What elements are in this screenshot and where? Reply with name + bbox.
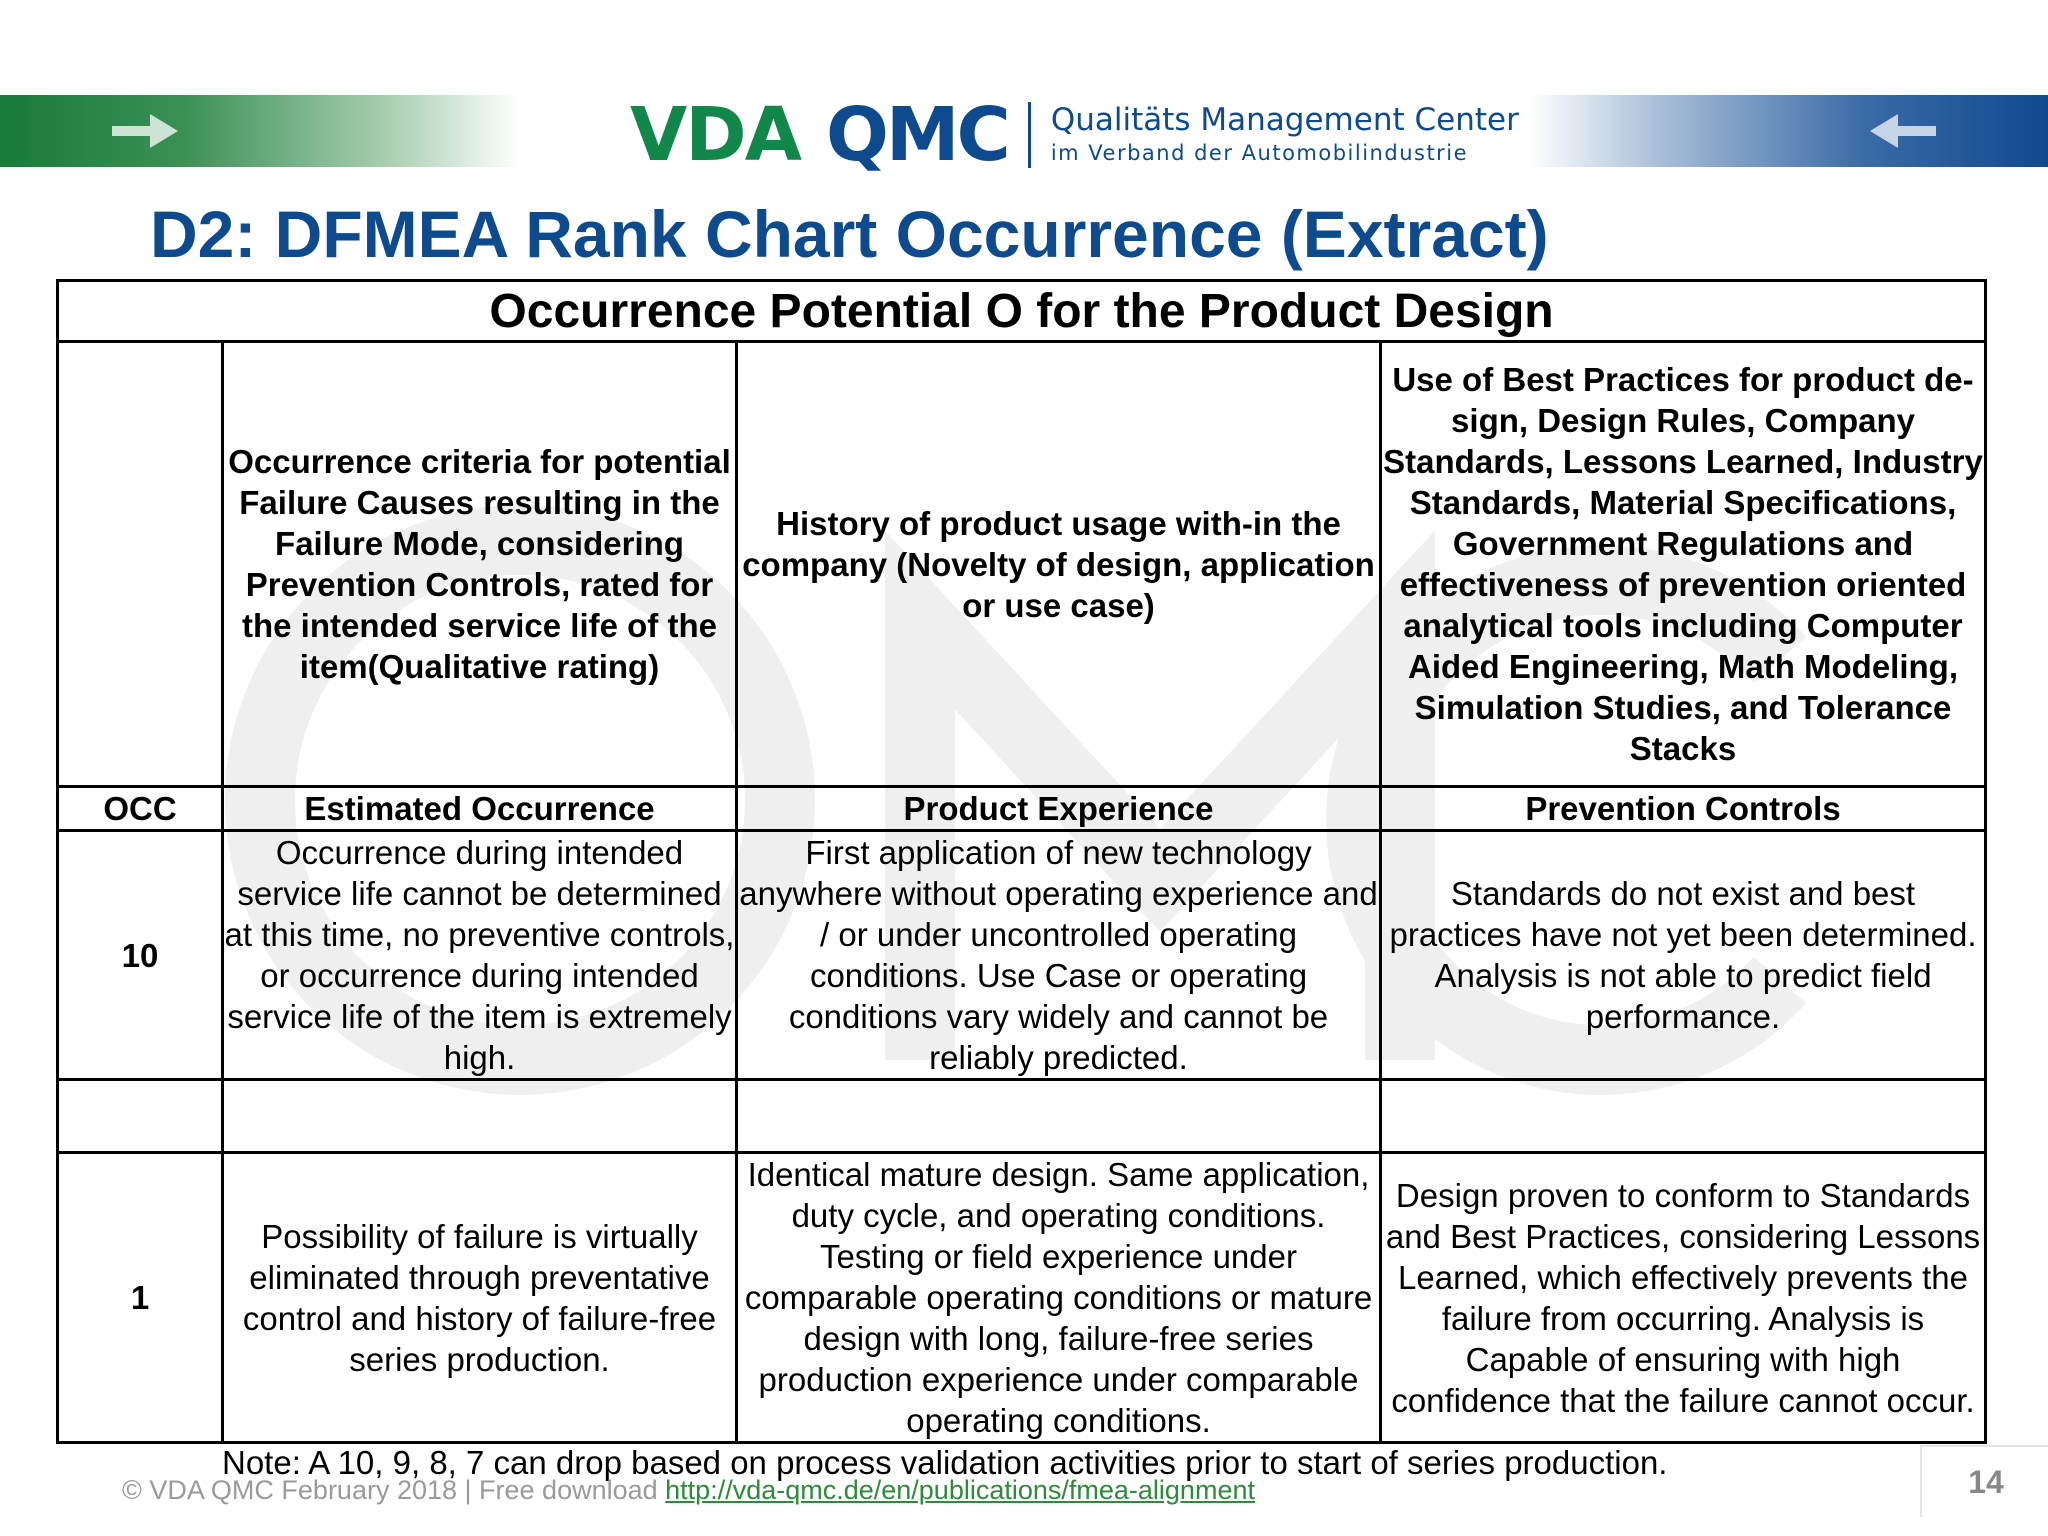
estimated-column-label: Estimated Occurrence <box>223 787 737 831</box>
product-experience-cell <box>737 1080 1381 1153</box>
header-band-left <box>0 95 520 167</box>
product-experience-cell: First application of new technology anywhere without operating experience and / or under uncontrolled operating conditions. Use Case or operating conditions vary widely and cannot be reliably predicted. <box>737 831 1381 1080</box>
occ-column-label: OCC <box>58 787 223 831</box>
page-number: 14 <box>1920 1445 2048 1517</box>
estimated-occurrence-cell: Possibility of failure is virtually eliminated through preventative control and history of failure-free series production. <box>223 1153 737 1443</box>
download-link[interactable]: http://vda-qmc.de/en/publications/fmea-alignment <box>665 1475 1255 1505</box>
product-experience-cell: Identical mature design. Same application, duty cycle, and operating conditions. Testing or field experience under comparable operating conditions or mature design with long, failure-free series production experience under comparable operating conditions. <box>737 1153 1381 1443</box>
estimated-occurrence-cell <box>223 1080 737 1153</box>
logo-text-line1: Qualitäts Management Center <box>1050 102 1519 138</box>
estimated-description-cell: Occurrence criteria for potential Failure Causes resulting in the Failure Mode, considering Prevention Controls, rated for the intended service life of the item(Qualitative rating) <box>223 342 737 787</box>
table-row <box>58 1080 1986 1153</box>
table-main-header: Occurrence Potential O for the Product Design <box>58 281 1986 342</box>
header-band-right <box>1528 95 2048 167</box>
arrow-right-icon <box>112 95 178 167</box>
occ-value: 10 <box>58 831 223 1080</box>
experience-description-cell: History of product usage with-in the company (Novelty of design, application or use case) <box>737 342 1381 787</box>
prevention-controls-cell: Standards do not exist and best practices have not yet been determined. Analysis is not able to predict field performance. <box>1381 831 1986 1080</box>
arrow-left-icon <box>1870 95 1936 167</box>
occ-value <box>58 1080 223 1153</box>
table-note: Note: A 10, 9, 8, 7 can drop based on process validation activities prior to start of series production. <box>222 1444 1668 1481</box>
vda-qmc-logo <box>630 92 1519 178</box>
occurrence-rank-table <box>56 279 1987 1444</box>
logo-qmc: QMC <box>825 92 1008 178</box>
logo-text-line2: im Verband der Automobilindustrie <box>1050 141 1469 165</box>
logo-vda: VDA <box>630 92 800 178</box>
footer <box>122 1475 1255 1506</box>
experience-column-label: Product Experience <box>737 787 1381 831</box>
prevention-controls-cell: Design proven to conform to Standards and Best Practices, considering Lessons Learned, which effectively prevents the failure from occurring. Analysis is Capable of ensuring with high confidence that the failure cannot occur. <box>1381 1153 1986 1443</box>
table-row <box>58 831 1986 1080</box>
logo-separator <box>1028 102 1031 168</box>
footer-copyright: © VDA QMC February 2018 | Free download <box>122 1475 666 1505</box>
slide-title: D2: DFMEA Rank Chart Occurrence (Extract) <box>150 197 1549 271</box>
prevention-column-label: Prevention Controls <box>1381 787 1986 831</box>
estimated-occurrence-cell: Occurrence during intended service life cannot be determined at this time, no preventive controls, or occurrence during intended service life of the item is extremely high. <box>223 831 737 1080</box>
prevention-controls-cell <box>1381 1080 1986 1153</box>
prevention-description-cell: Use of Best Practices for product de-sign, Design Rules, Company Standards, Lessons Learned, Industry Standards, Material Specifications, Government Regulations and effectiveness of prevention oriented analytical tools including Computer Aided Engineering, Math Modeling, Simulation Studies, and Tolerance Stacks <box>1381 342 1986 787</box>
occ-description-cell <box>58 342 223 787</box>
occ-value: 1 <box>58 1153 223 1443</box>
table-row <box>58 1153 1986 1443</box>
